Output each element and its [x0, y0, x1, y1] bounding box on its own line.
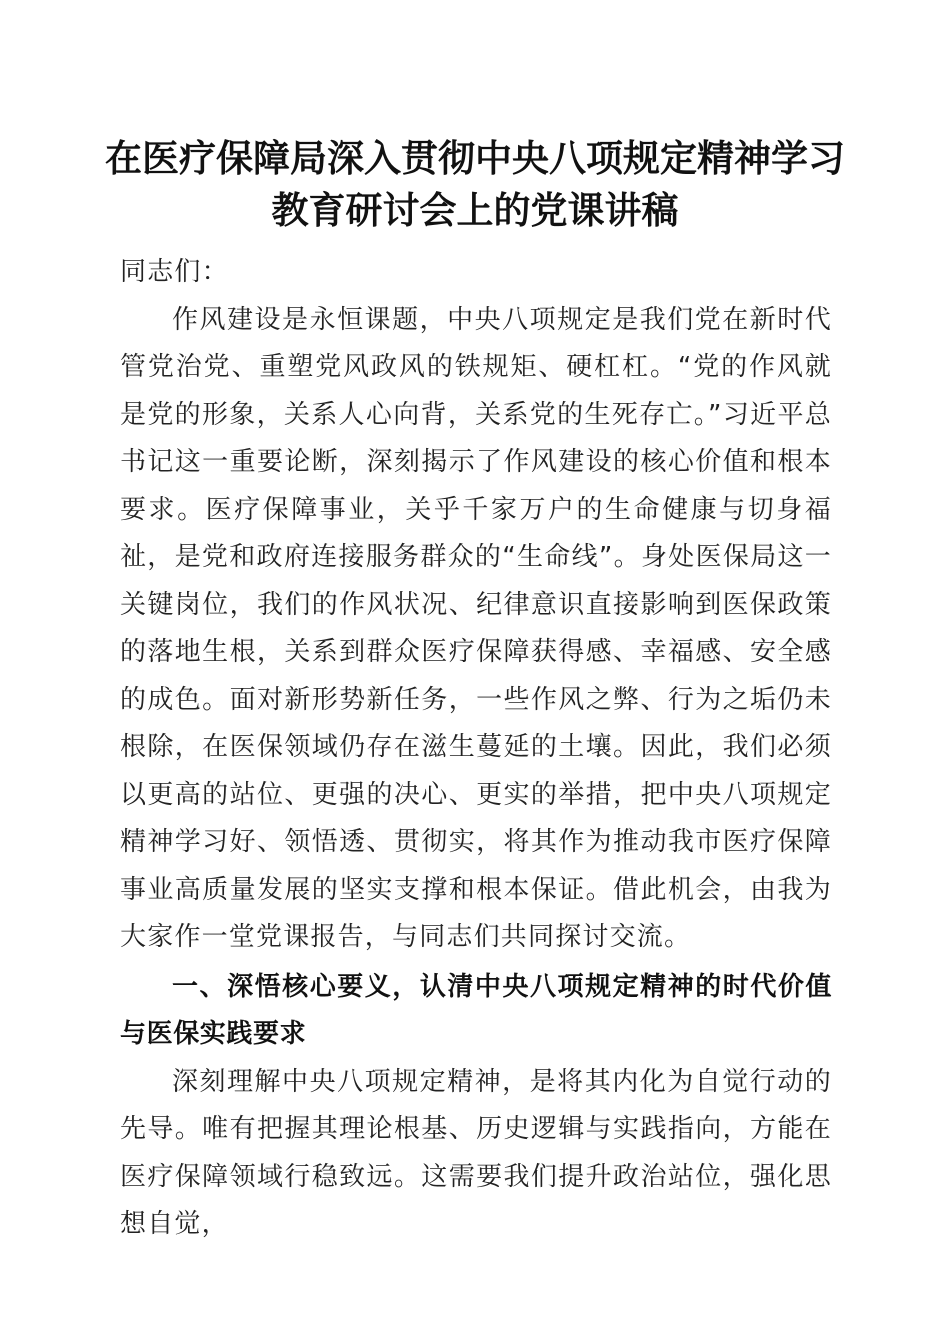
title-line-1: 在医疗保障局深入贯彻中央八项规定精神学习	[105, 136, 845, 180]
salutation: 同志们：	[120, 257, 229, 287]
document-body	[120, 249, 832, 1249]
document-title	[100, 132, 850, 236]
paragraph-intro: 作风建设是永恒课题，中央八项规定是我们党在新时代管党治党、重塑党风政风的铁规矩、硬杠杠。“党的作风就是党的形象，关系人心向背，关系党的生死存亡。”习近平总书记这一重要论断，深刻揭示了作风建设的核心价值和根本要求。医疗保障事业，关乎千家万户的生命健康与切身福祉，是党和政府连接服务群众的“生命线”。身处医保局这一关键岗位，我们的作风状况、纪律意识直接影响到医保政策的落地生根，关系到群众医疗保障获得感、幸福感、安全感的成色。面对新形势新任务，一些作风之弊、行为之垢仍未根除，在医保领域仍存在滋生蔓延的土壤。因此，我们必须以更高的站位、更强的决心、更实的举措，把中央八项规定精神学习好、领悟透、贯彻实，将其作为推动我市医疗保障事业高质量发展的坚实支撑和根本保证。借此机会，由我为大家作一堂党课报告，与同志们共同探讨交流。	[120, 304, 832, 952]
title-line-2: 教育研讨会上的党课讲稿	[271, 188, 679, 232]
paragraph-section-1: 深刻理解中央八项规定精神，是将其内化为自觉行动的先导。唯有把握其理论根基、历史逻辑与实践指向，方能在医疗保障领域行稳致远。这需要我们提升政治站位，强化思想自觉，	[120, 1066, 832, 1239]
section-heading-1: 一、深悟核心要义，认清中央八项规定精神的时代价值与医保实践要求	[120, 971, 832, 1049]
